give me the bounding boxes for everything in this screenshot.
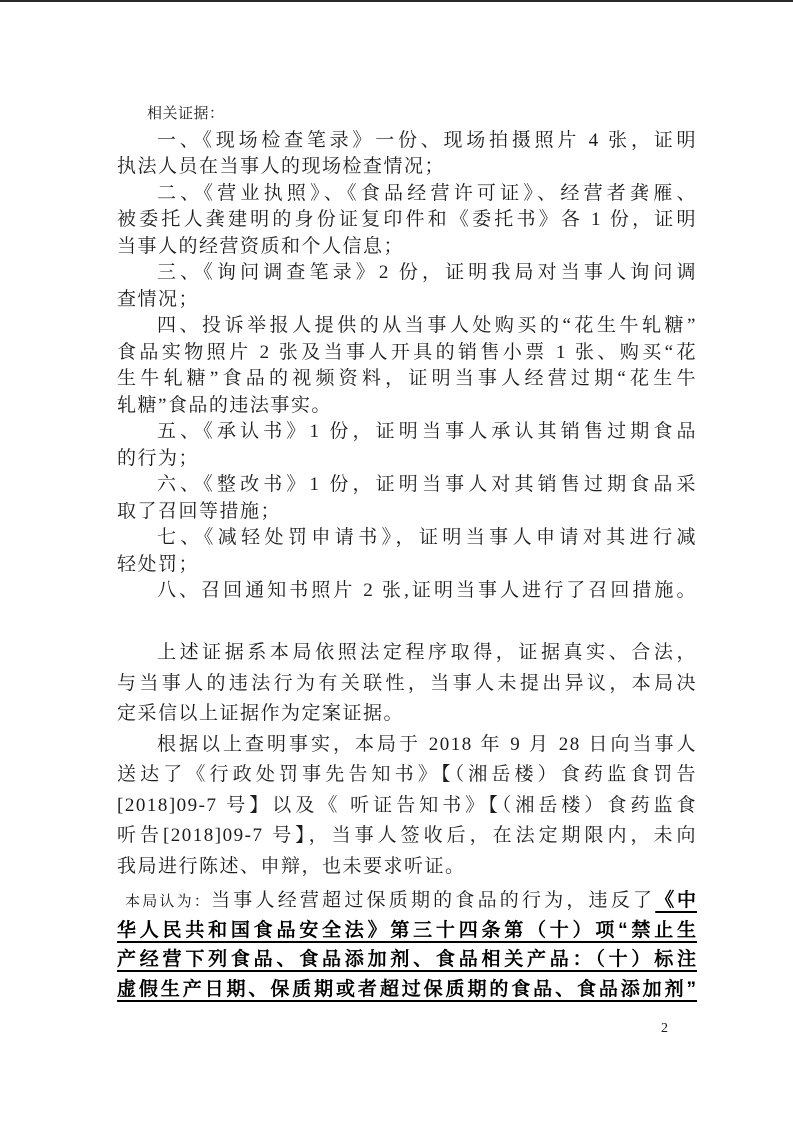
text-line	[117, 313, 697, 340]
text-line	[117, 578, 697, 605]
text-line	[117, 128, 697, 155]
text-segment-label: 本局认为：	[125, 894, 212, 910]
text-line	[117, 887, 697, 917]
page-top-edge-line	[0, 0, 793, 2]
text-segment-body: 六、《整改书》1 份，证明当事人对其销售过期食品采	[157, 474, 697, 495]
text-line	[117, 287, 697, 314]
text-line	[117, 552, 697, 579]
text-line	[117, 207, 697, 234]
text-line	[117, 946, 697, 976]
text-segment-body: 送达了《行政处罚事先告知书》【（湘岳楼）食药监食罚告	[117, 764, 697, 785]
text-segment-body: 听告[2018]09-7 号】，当事人签收后，在法定期限内，未向	[117, 825, 697, 846]
text-line	[117, 917, 697, 947]
text-segment-body: 定采信以上证据作为定案证据。	[117, 703, 405, 724]
text-line	[117, 730, 697, 761]
text-line	[117, 699, 697, 730]
text-segment-body: 八、召回通知书照片 2 张,证明当事人进行了召回措施。	[157, 580, 697, 601]
text-segment-label: 相关证据：	[147, 106, 225, 122]
text-segment-body: 我局进行陈述、申辩，也未要求听证。	[117, 855, 466, 877]
text-line	[117, 154, 697, 181]
text-segment-body: 与当事人的违法行为有关联性，当事人未提出异议，本局决	[117, 672, 697, 694]
findings-section	[117, 638, 697, 882]
text-segment-body: 当事人经营超过保质期的食品的行为，违反了	[211, 890, 656, 911]
text-line	[117, 638, 697, 669]
text-line	[117, 525, 697, 552]
page-number: 2	[661, 1021, 668, 1036]
text-line	[117, 260, 697, 287]
text-line	[117, 446, 697, 473]
text-line	[117, 760, 697, 791]
text-segment-body: 三、《询问调查笔录》2 份，证明我局对当事人询问调	[157, 262, 697, 283]
text-segment-law: 华人民共和国食品安全法》第三十四条第（十）项“禁止生	[117, 919, 697, 941]
text-line	[117, 669, 697, 700]
text-segment-body: 轻处罚；	[117, 553, 200, 575]
text-line	[117, 852, 697, 883]
text-segment-body: 当事人的经营资质和个人信息；	[117, 235, 405, 257]
text-segment-body: 生牛轧糖”食品的视频资料，证明当事人经营过期“花生牛	[117, 368, 697, 389]
text-segment-body: 一、《现场检查笔录》一份、现场拍摄照片 4 张，证明	[157, 129, 697, 151]
text-line	[117, 393, 697, 420]
text-segment-body: 根据以上查明事实，本局于 2018 年 9 月 28 日向当事人	[157, 733, 697, 755]
text-segment-body: 七、《减轻处罚申请书》，证明当事人申请对其进行减	[157, 527, 697, 548]
text-segment-body: 食品实物照片 2 张及当事人开具的销售小票 1 张、购买“花	[117, 341, 697, 363]
text-segment-body: 被委托人龚建明的身份证复印件和《委托书》各 1 份，证明	[117, 209, 697, 230]
text-segment-body: 二、《营业执照》、《食品经营许可证》、经营者龚雁、	[157, 182, 697, 204]
text-segment-body: 四、投诉举报人提供的从当事人处购买的“花生牛轧糖”	[157, 315, 697, 336]
text-segment-body: 的行为；	[117, 447, 200, 469]
text-line	[117, 101, 697, 128]
text-segment-body: 取了召回等措施；	[117, 500, 282, 522]
text-line	[117, 472, 697, 499]
text-line	[117, 340, 697, 367]
evidence-section	[117, 101, 697, 605]
text-segment-law: 产经营下列食品、食品添加剂、食品相关产品：（十）标注	[117, 949, 697, 970]
text-line	[117, 499, 697, 526]
text-segment-body: 上述证据系本局依照法定程序取得，证据真实、合法，	[157, 642, 697, 663]
legal-opinion-section	[117, 887, 697, 1005]
text-line	[117, 181, 697, 208]
text-line	[117, 419, 697, 446]
text-segment-body: 执法人员在当事人的现场检查情况；	[117, 156, 446, 177]
text-line	[117, 791, 697, 822]
text-line	[117, 234, 697, 261]
text-line	[117, 366, 697, 393]
text-segment-body: [2018]09-7 号】以及《 听证告知书》【（湘岳楼）食药监食	[117, 794, 697, 816]
text-line	[117, 821, 697, 852]
text-segment-law: 《中	[655, 890, 697, 911]
text-segment-body: 五、《承认书》1 份，证明当事人承认其销售过期食品	[157, 421, 697, 442]
text-line	[117, 976, 697, 1006]
text-segment-law: 虚假生产日期、保质期或者超过保质期的食品、食品添加剂”	[117, 978, 697, 1000]
text-segment-body: 查情况；	[117, 288, 200, 310]
text-segment-body: 轧糖”食品的违法事实。	[117, 394, 332, 416]
